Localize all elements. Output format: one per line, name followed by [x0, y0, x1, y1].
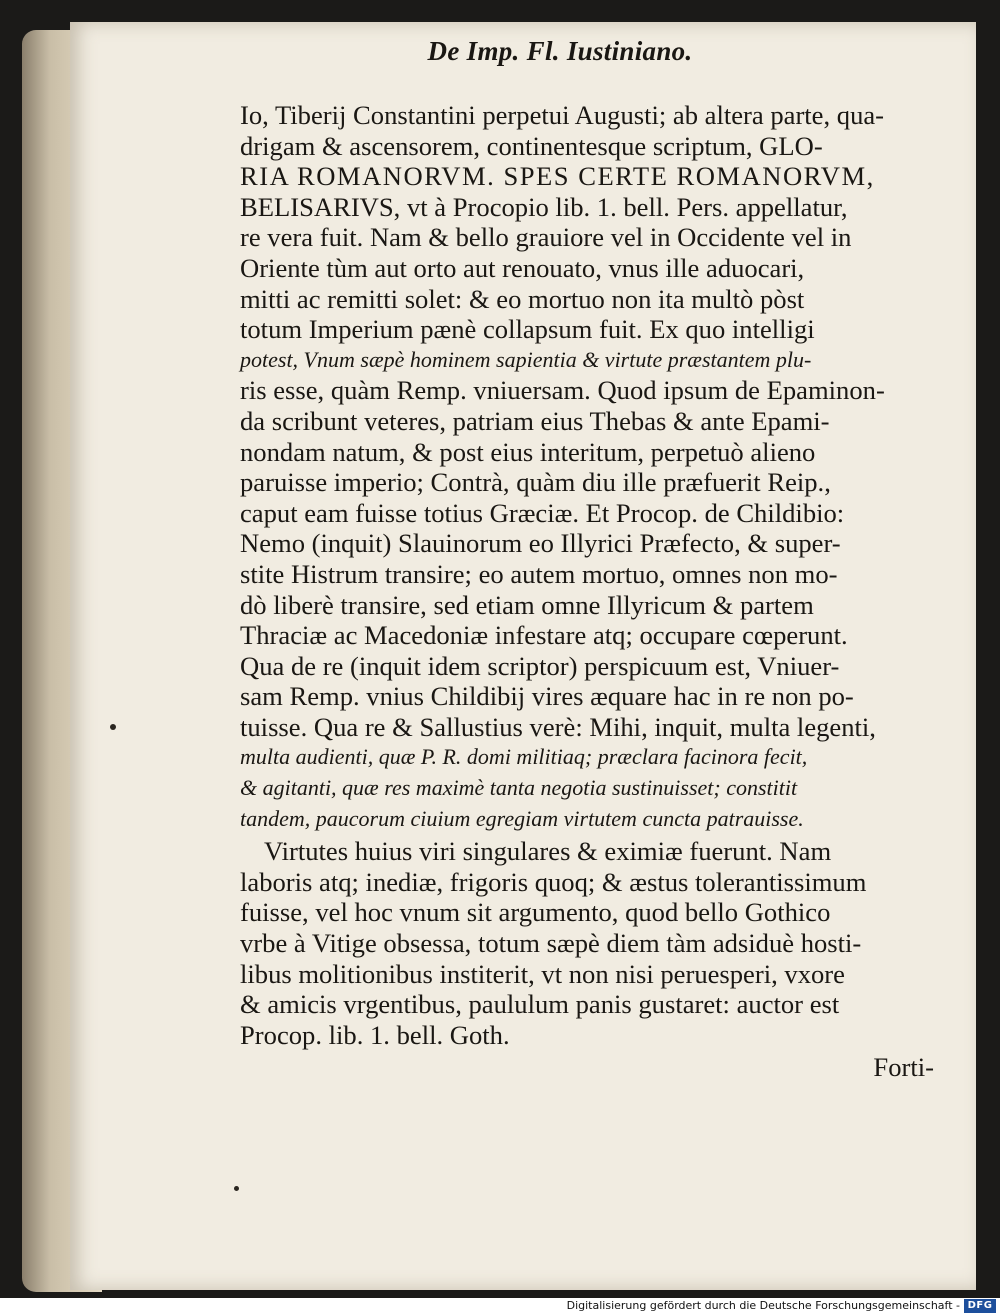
- text-line: re vera fuit. Nam & bello grauiore vel in Occidente vel in: [240, 222, 852, 253]
- text-line: Procop. lib. 1. bell. Goth.: [240, 1019, 510, 1050]
- text-line: Io, Tiberij Constantini perpetui Augusti; ab altera parte, qua-: [240, 100, 885, 130]
- text-line: nondam natum, & post eius interitum, perpetuò alieno: [240, 436, 816, 467]
- text-line: paruisse imperio; Contrà, quàm diu ille præfuerit Reip.,: [240, 467, 831, 498]
- ink-fleck: [234, 1186, 239, 1191]
- text-line: laboris atq; inediæ, frigoris quoq; & æstus tolerantissimum: [240, 866, 867, 897]
- text-line: Nemo (inquit) Slauinorum eo Illyrici Præfecto, & super-: [240, 528, 841, 559]
- text-line: fuisse, vel hoc vnum sit argumento, quod bello Gothico: [240, 897, 831, 928]
- text-line: Qua de re (inquit idem scriptor) perspicuum est, Vniuer-: [240, 650, 840, 681]
- text-line: vrbe à Vitige obsessa, totum sæpè diem tàm adsiduè hosti-: [240, 928, 862, 959]
- text-line: caput eam fuisse totius Græciæ. Et Procop. de Childibio:: [240, 497, 845, 528]
- text-line: & amicis vrgentibus, paululum panis gustaret: auctor est: [240, 989, 840, 1020]
- ink-fleck: [110, 724, 116, 730]
- catchword: Forti-: [873, 1052, 934, 1083]
- running-head: De Imp. Fl. Iustiniano.: [427, 36, 693, 66]
- footer-credit: Digitalisierung gefördert durch die Deutsche Forschungsgemeinschaft -: [566, 1299, 960, 1312]
- text-line: multa audienti, quæ P. R. domi militiaq; præclara facinora fecit,: [240, 744, 808, 770]
- text-line: RIA ROMANORVM. SPES CERTE ROMANORVM,: [240, 161, 875, 192]
- text-line: tuisse. Qua re & Sallustius verè: Mihi, inquit, multa legenti,: [240, 711, 876, 742]
- text-line: ris esse, quàm Remp. vniuersam. Quod ipsum de Epaminon-: [240, 375, 885, 406]
- text-line: totum Imperium pænè collapsum fuit. Ex quo intelligi: [240, 314, 815, 345]
- text-line: drigam & ascensorem, continentesque scriptum, GLO-: [240, 130, 823, 161]
- text-line: da scribunt veteres, patriam eius Thebas & ante Epami-: [240, 405, 830, 436]
- body-text: [240, 100, 940, 1083]
- digitization-footer: [0, 1298, 1000, 1315]
- text-line: Virtutes huius viri singulares & eximiæ fuerunt. Nam: [264, 836, 832, 867]
- text-line: sam Remp. vnius Childibij vires æquare hac in re non po-: [240, 681, 854, 712]
- text-line: mitti ac remitti solet: & eo mortuo non ita multò pòst: [240, 283, 805, 314]
- text-line: Thraciæ ac Macedoniæ infestare atq; occupare cœperunt.: [240, 620, 848, 651]
- text-line: & agitanti, quæ res maximè tanta negotia sustinuisset; constitit: [240, 775, 798, 801]
- text-line: libus molitionibus institerit, vt non nisi peruesperi, vxore: [240, 958, 845, 989]
- text-line: Oriente tùm aut orto aut renouato, vnus ille aduocari,: [240, 252, 805, 283]
- text-line: potest, Vnum sæpè hominem sapientia & virtute præstantem plu-: [240, 346, 812, 372]
- text-line: stite Histrum transire; eo autem mortuo, omnes non mo-: [240, 558, 838, 589]
- text-line: BELISARIVS, vt à Procopio lib. 1. bell. Pers. appellatur,: [240, 191, 848, 222]
- dfg-logo: DFG: [964, 1299, 996, 1313]
- text-line: dò liberè transire, sed etiam omne Illyricum & partem: [240, 589, 814, 620]
- text-line: tandem, paucorum ciuium egregiam virtutem cuncta patrauisse.: [240, 805, 804, 831]
